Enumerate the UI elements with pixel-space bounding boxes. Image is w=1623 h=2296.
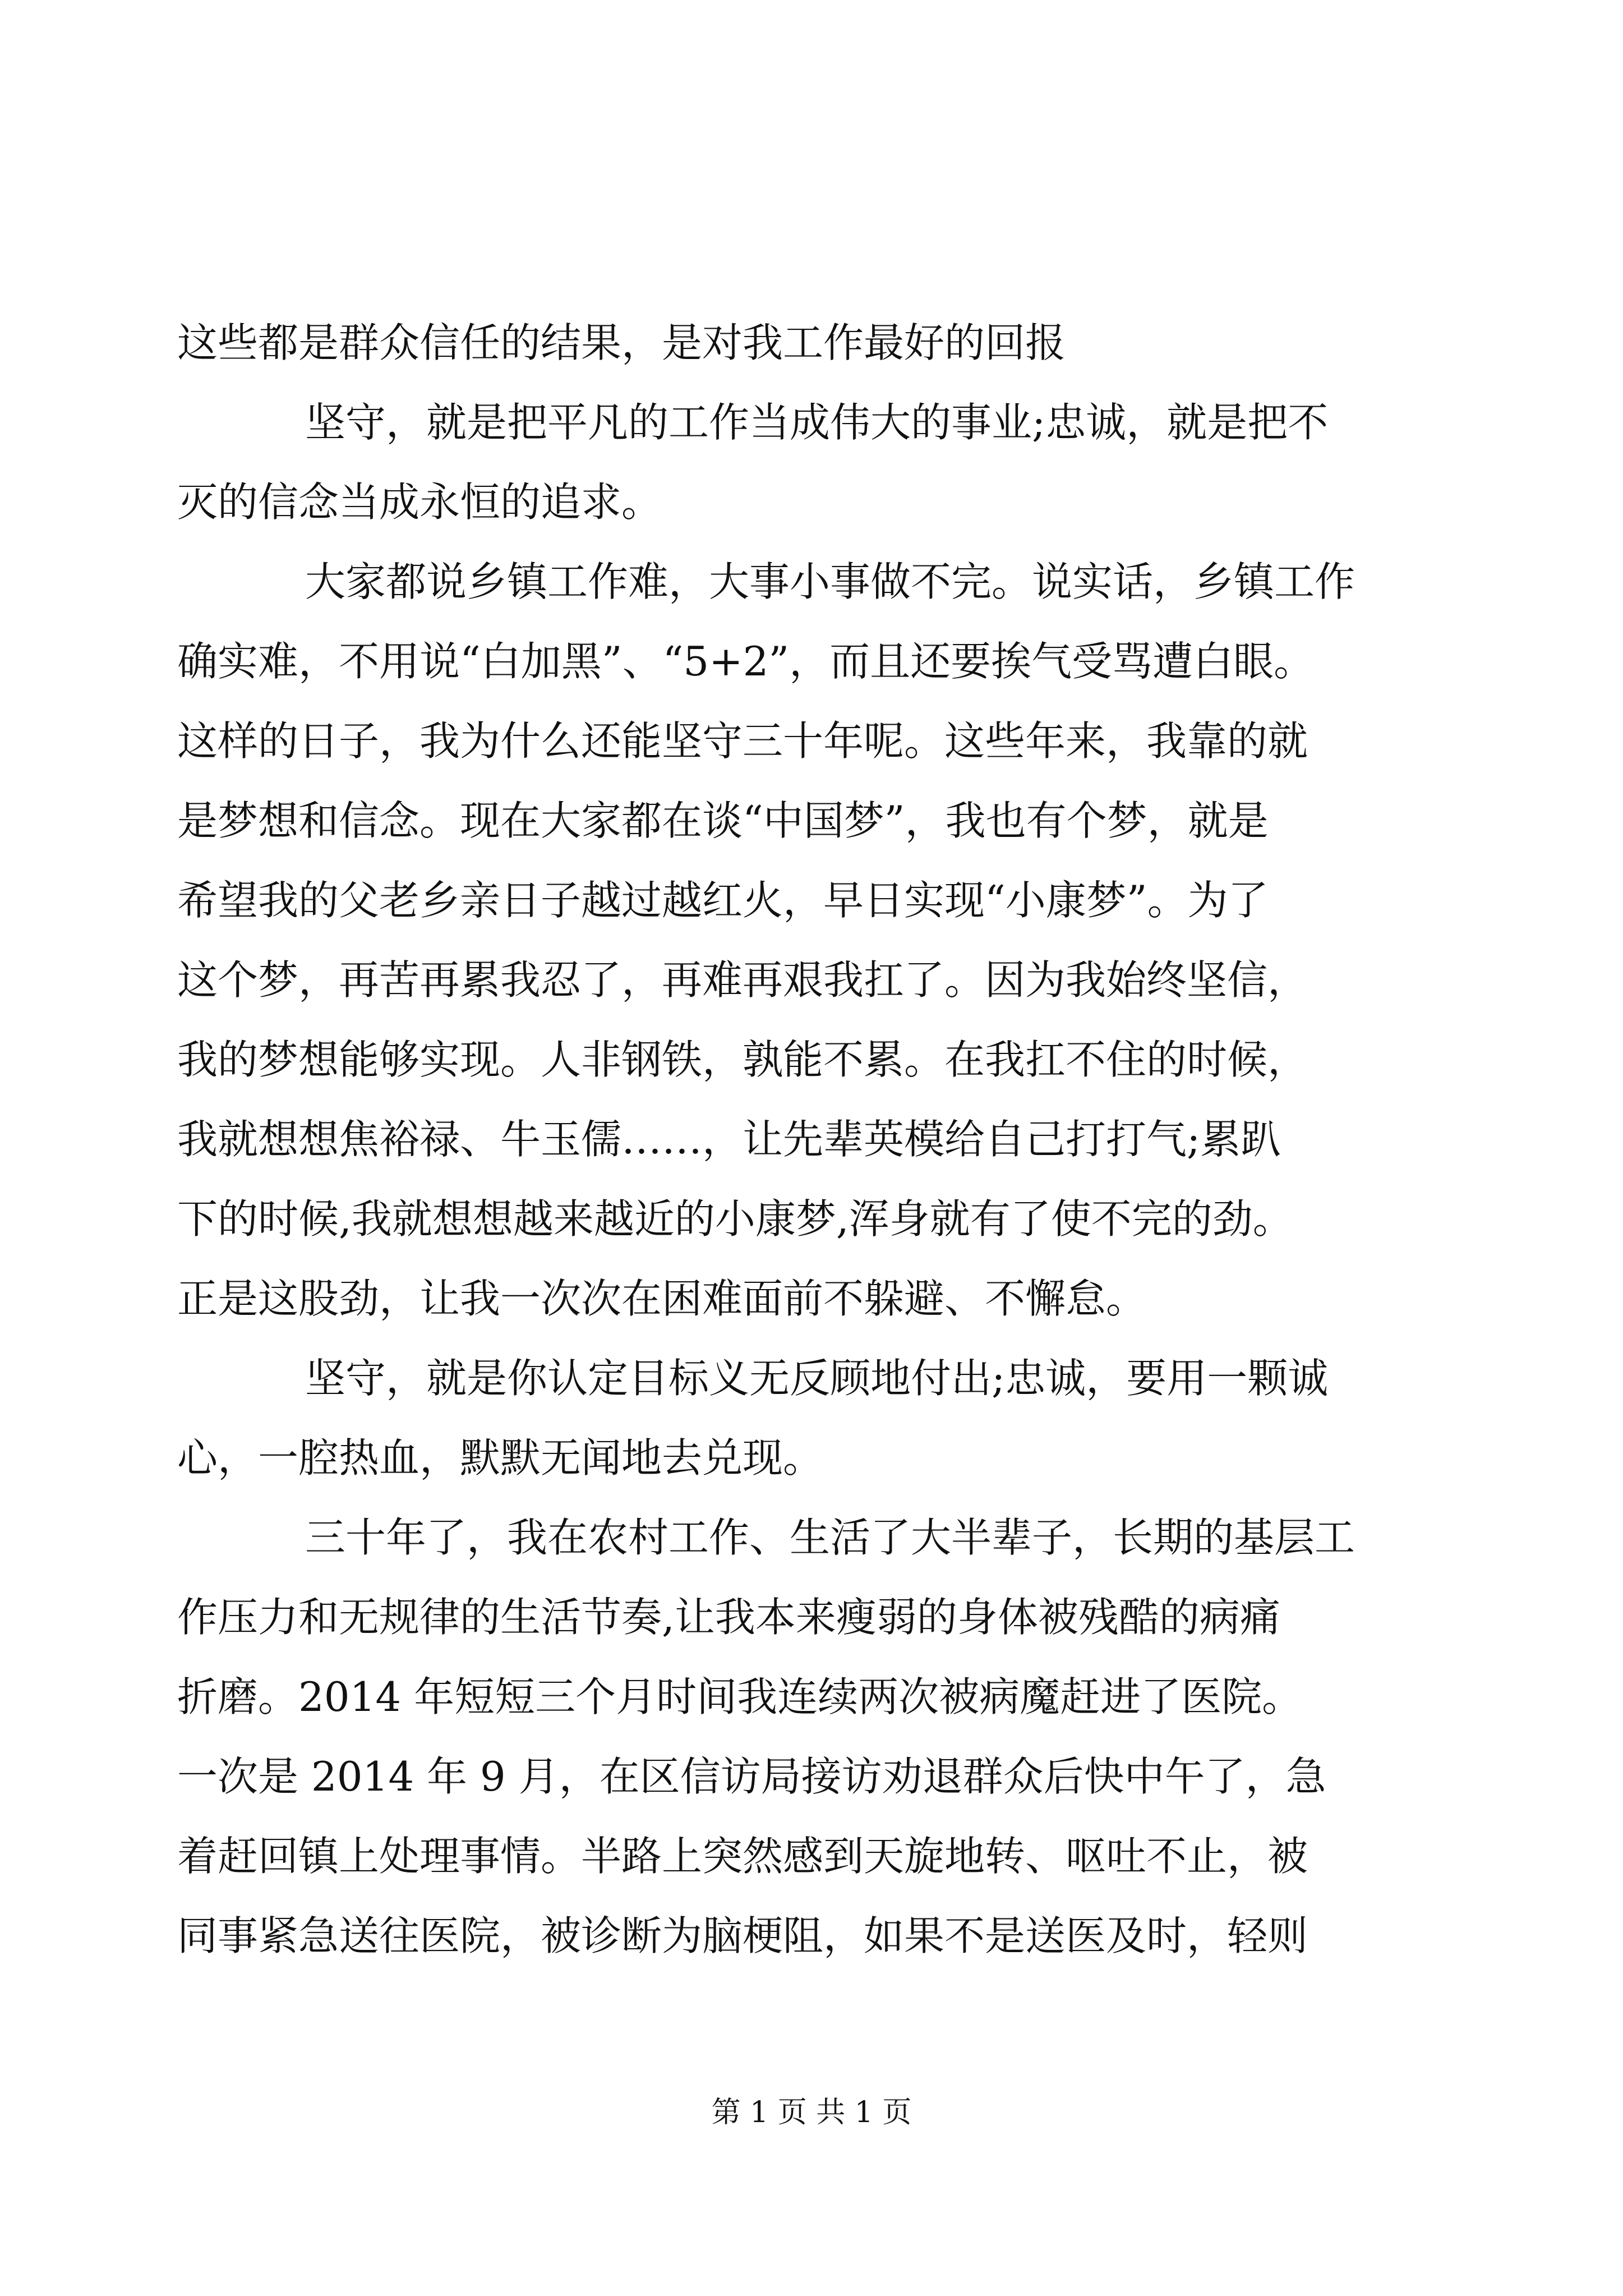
text-line: 三十年了，我在农村工作、生活了大半辈子，长期的基层工 xyxy=(305,1514,1355,1561)
text-line: 折磨。2014 年短短三个月时间我连续两次被病魔赶进了医院。 xyxy=(177,1673,1303,1720)
text-line: 下的时候,我就想想越来越近的小康梦,浑身就有了使不完的劲。 xyxy=(177,1195,1293,1243)
text-line: 我的梦想能够实现。人非钢铁，孰能不累。在我扛不住的时候， xyxy=(177,1036,1308,1083)
text-line: 坚守，就是把平凡的工作当成伟大的事业;忠诚，就是把不 xyxy=(305,399,1329,446)
text-line: 心，一腔热血，默默无闻地去兑现。 xyxy=(177,1434,824,1481)
paragraph-4 xyxy=(177,1338,1433,1498)
text-line: 这些都是群众信任的结果，是对我工作最好的回报 xyxy=(177,319,1066,366)
paragraph-3 xyxy=(177,542,1433,1338)
text-line: 一次是 2014 年 9 月，在区信访局接访劝退群众后快中午了，急 xyxy=(177,1753,1326,1800)
text-line: 这个梦，再苦再累我忍了，再难再艰我扛了。因为我始终坚信， xyxy=(177,956,1308,1004)
text-line: 坚守，就是你认定目标义无反顾地付出;忠诚，要用一颗诚 xyxy=(305,1355,1329,1402)
paragraph-2 xyxy=(177,383,1433,542)
text-line: 希望我的父老乡亲日子越过越红火，早日实现“小康梦”。为了 xyxy=(177,877,1269,924)
paragraph-1 xyxy=(177,303,1433,383)
document-body xyxy=(177,303,1433,1976)
page-footer xyxy=(0,2090,1623,2135)
text-line: 我就想想焦裕禄、牛玉儒……，让先辈英模给自己打打气;累趴 xyxy=(177,1116,1281,1163)
text-line: 是梦想和信念。现在大家都在谈“中国梦”，我也有个梦，就是 xyxy=(177,797,1269,844)
text-line: 作压力和无规律的生活节奏,让我本来瘦弱的身体被残酷的病痛 xyxy=(177,1594,1280,1641)
text-line: 这样的日子，我为什么还能坚守三十年呢。这些年来，我靠的就 xyxy=(177,717,1308,765)
paragraph-5 xyxy=(177,1498,1433,1976)
text-line: 大家都说乡镇工作难，大事小事做不完。说实话，乡镇工作 xyxy=(305,558,1355,605)
text-line: 正是这股劲，让我一次次在困难面前不躲避、不懈怠。 xyxy=(177,1275,1147,1322)
text-line: 同事紧急送往医院，被诊断为脑梗阻，如果不是送医及时，轻则 xyxy=(177,1912,1308,1959)
text-line: 灭的信念当成永恒的追求。 xyxy=(177,478,662,526)
text-line: 着赶回镇上处理事情。半路上突然感到天旋地转、呕吐不止，被 xyxy=(177,1833,1308,1880)
page-number: 第 1 页 共 1 页 xyxy=(711,2096,912,2129)
text-line: 确实难，不用说“白加黑”、“5+2”，而且还要挨气受骂遭白眼。 xyxy=(177,638,1315,685)
